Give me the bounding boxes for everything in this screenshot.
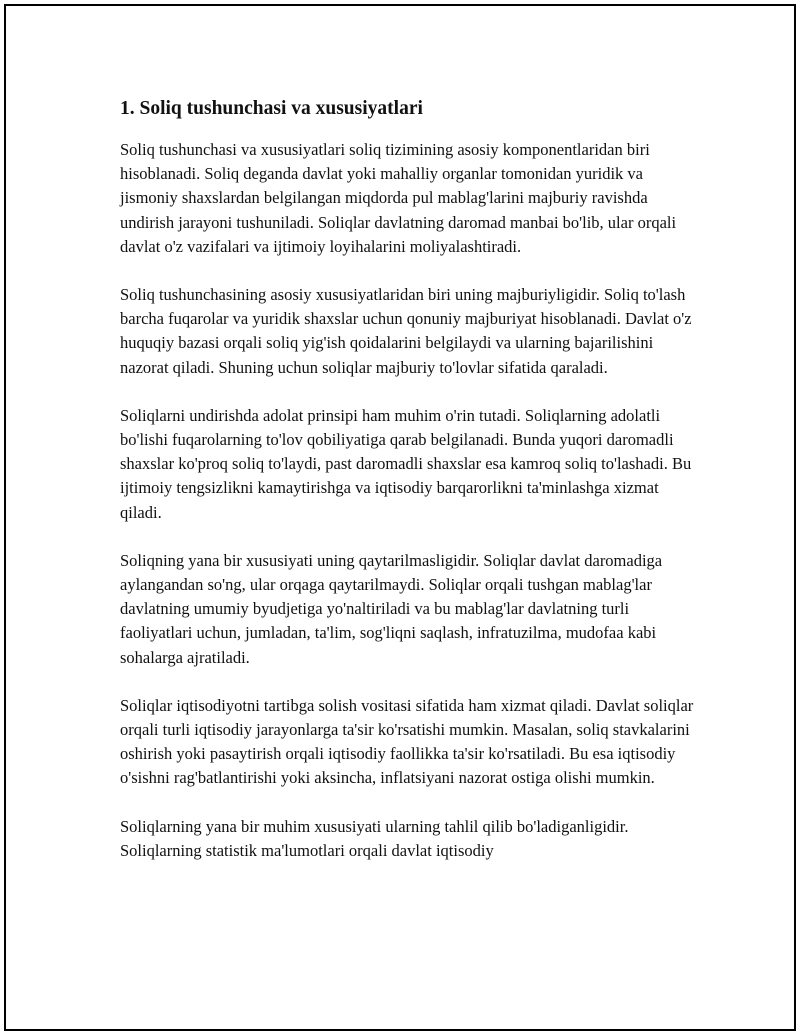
paragraph-analyzability: Soliqlarning yana bir muhim xususiyati ularning tahlil qilib bo'ladiganligidir. Soliqlarning statistik ma'lumotlari orqali davlat iqtisodiy — [120, 816, 629, 860]
paragraph-economic-regulation: Soliqlar iqtisodiyotni tartibga solish vositasi sifatida ham xizmat qiladi. Davlat soliqlar orqali turli iqtisodiy jarayonlarga ta'sir ko'rsatishi mumkin. Masalan, soliq stavkalarini oshirish yoki pasaytirish orqali iqtisodiy faollikka ta'sir ko'rsatiladi. Bu esa iqtisodiy o'sishni rag'batlantirishi yoki aksincha, inflatsiyani nazorat ostiga olishi mumkin. — [120, 695, 694, 788]
paragraph-fairness-principle: Soliqlarni undirishda adolat prinsipi ham muhim o'rin tutadi. Soliqlarning adolatli bo'lishi fuqarolarning to'lov qobiliyatiga qarab belgilanadi. Bunda yuqori daromadli shaxslar ko'proq soliq to'laydi, past daromadli shaxslar esa kamroq soliq to'lashadi. Bu ijtimoiy tengsizlikni kamaytirishga va iqtisodiy barqarorlikni ta'minlashga xizmat qiladi. — [120, 405, 692, 522]
paragraph-tax-concept: Soliq tushunchasi va xususiyatlari soliq tizimining asosiy komponentlaridan biri hisoblanadi. Soliq deganda davlat yoki mahalliy organlar tomonidan yuridik va jismoniy shaxslardan belgilangan miqdorda pul mablag'larini majburiy ravishda undirish jarayoni tushuniladi. Soliqlar davlatning daromad manbai bo'lib, ular orqali davlat o'z vazifalari va ijtimoiy loyihalarini moliyalashtiradi. — [120, 140, 677, 256]
document-body — [120, 94, 700, 887]
paragraph-non-refundability: Soliqning yana bir xususiyati uning qaytarilmasligidir. Soliqlar davlat daromadiga aylangandan so'ng, ular orqaga qaytarilmaydi. Soliqlar orqali tushgan mablag'lar davlatning umumiy byudjetiga yo'naltiriladi va bu mablag'lar davlatning turli faoliyatlari uchun, jumladan, ta'lim, sog'liqni saqlash, infratuzilma, mudofaa kabi sohalarga ajratiladi. — [120, 550, 663, 667]
section-title: 1. Soliq tushunchasi va xususiyatlari — [120, 98, 423, 119]
paragraph-mandatory-nature: Soliq tushunchasining asosiy xususiyatlaridan biri uning majburiyligidir. Soliq to'lash barcha fuqarolar va yuridik shaxslar uchun qonuniy majburiyat hisoblanadi. Davlat o'z huquqiy bazasi orqali soliq yig'ish qoidalarini belgilaydi va ularning bajarilishini nazorat qiladi. Shuning uchun soliqlar majburiy to'lovlar sifatida qaraladi. — [120, 285, 692, 377]
document-page — [4, 4, 796, 1031]
